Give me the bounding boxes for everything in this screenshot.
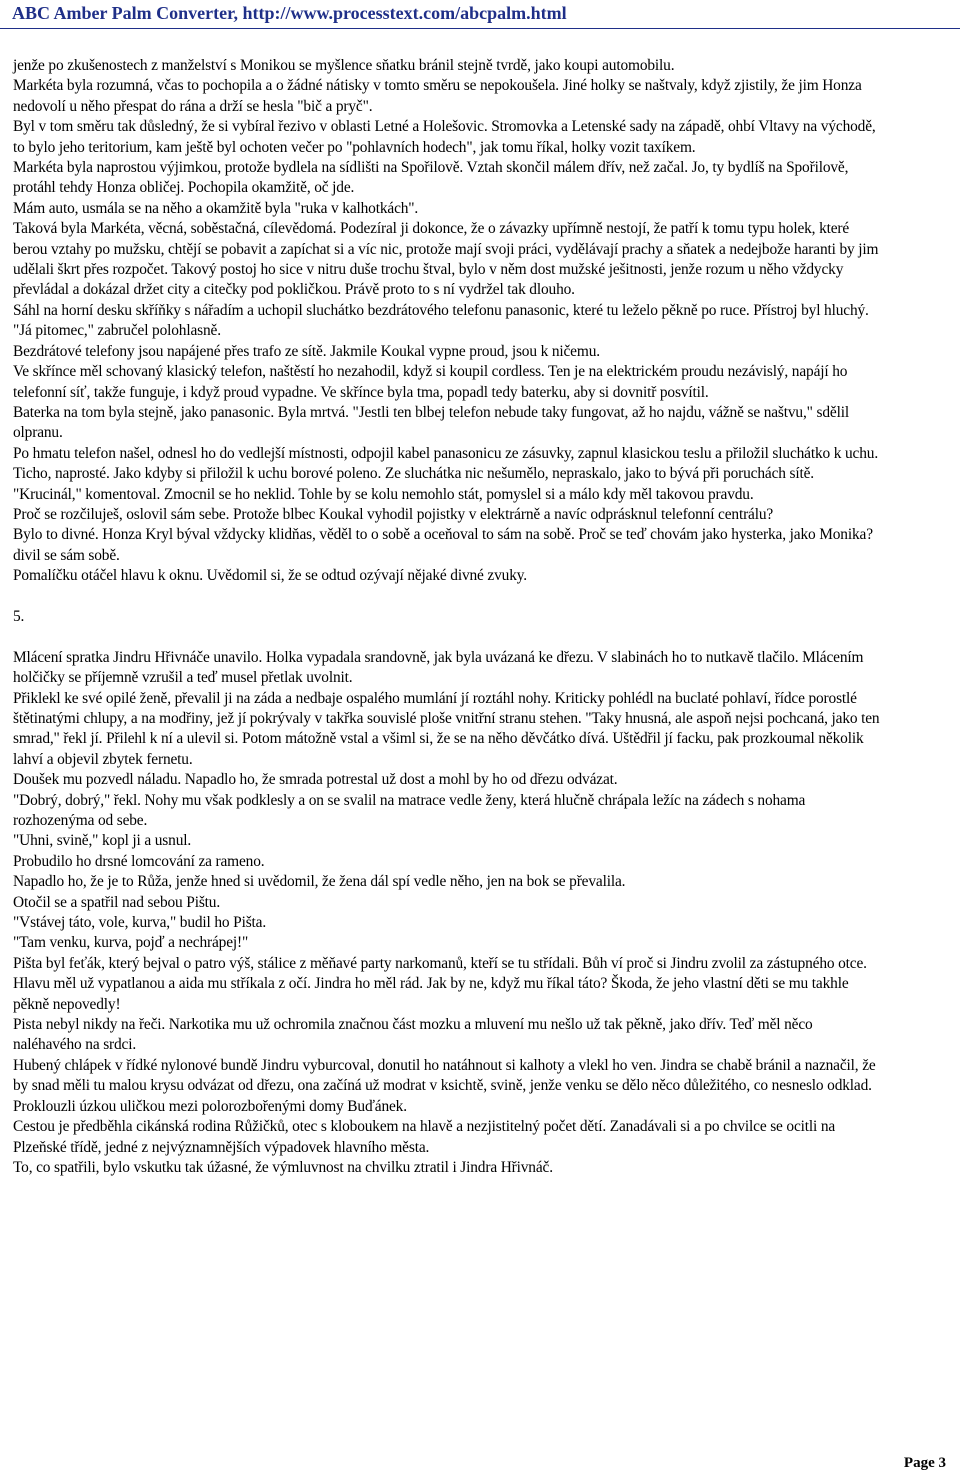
document-header-title: ABC Amber Palm Converter, http://www.processtext.com/abcpalm.html: [12, 3, 567, 23]
paragraph: "Uhni, svině," kopl ji a usnul.: [13, 832, 192, 850]
paragraph: Mám auto, usmála se na něho a okamžitě byla "ruka v kalhotkách".: [13, 199, 419, 217]
paragraph: Cestou je předběhla cikánská rodina Růžičků, otec s kloboukem na hlavě a nezjistitelný počet dětí. Zanadávali si a po chvilce se ocitli na Plzeňské třídě, jedné z nejvýznamnějších výpadovek hlavního města.: [13, 1118, 836, 1156]
paragraph: Hlavu měl už vypatlanou a aida mu stříkala z očí. Jindra ho měl rád. Jak by ne, když mu říkal táto? Škoda, že jeho vlastní děti se mu takhle pěkně nepovedly!: [13, 975, 849, 1013]
paragraph: Pista nebyl nikdy na řeči. Narkotika mu už ochromila značnou část mozku a mluvení mu nešlo už tak pěkně, jako dřív. Teď měl něco naléhavého na srdci.: [13, 1016, 813, 1054]
paragraph: Bylo to divné. Honza Kryl býval vždycky klidňas, věděl to o sobě a oceňoval to sám na sobě. Proč se teď chovám jako hysterka, jako Monika? divil se sám sobě.: [13, 526, 873, 564]
header-divider: [0, 28, 960, 29]
paragraph: Probudilo ho drsné lomcování za rameno.: [13, 852, 265, 870]
paragraph: Ve skřínce měl schovaný klasický telefon, naštěstí ho nezahodil, když si koupil cordless. Ten je na elektrickém proudu nezávislý, napájí ho telefonní síť, takže funguje, i když proud vypadne. Ve skřínce byla tma, popadl tedy baterku, aby si dovnitř posvítil.: [13, 363, 848, 401]
paragraph: Pišta byl feťák, který bejval o patro výš, stálice z měňavé party narkomanů, kteří se tu střídali. Bůh ví proč si Jindru zvolil za zástupného otce.: [13, 954, 867, 972]
paragraph: Doušek mu pozvedl náladu. Napadlo ho, že smrada potrestal už dost a mohl by ho od dřezu odvázat.: [13, 771, 618, 789]
paragraph: Markéta byla naprostou výjimkou, protože bydlela na sídlišti na Spořilově. Vztah skončil málem dřív, než začal. Jo, ty bydlíš na Spořilově, protáhl tehdy Honza obličej. Pochopila okamžitě, oč jde.: [13, 159, 849, 197]
paragraph: Taková byla Markéta, věcná, soběstačná, cílevědomá. Podezíral ji dokonce, že o závazky upřímně nestojí, že patří k tomu typu holek, které berou vztahy po mužsku, chtějí se pobavit a zapíchat si a víc nic, protože mají svoji práci, vydělávají prachy a sňatek a nedejbože haranti by jim udělali škrt přes rozpočet. Takový postoj ho sice v nitru duše trochu štval, bylo v něm dost mužské ješitnosti, jenže rozum u něho vždycky převládal a dokázal držet city a citečky pod pokličkou. Právě proto to s ní vydržel tak dlouho.: [13, 220, 879, 299]
paragraph: "Tam venku, kurva, pojď a nechrápej!": [13, 934, 249, 952]
paragraph: Po hmatu telefon našel, odnesl ho do vedlejší místnosti, odpojil kabel panasonicu ze zásuvky, zapnul klasickou teslu a přiložil sluchátko k uchu. Ticho, naprosté. Jako kdyby si přiložil k uchu borové poleno. Ze sluchátka nic nešumělo, nepraskalo, jako to bývá při poruchách sítě.: [13, 444, 879, 483]
paragraph: Sáhl na horní desku skříňky s nářadím a uchopil sluchátko bezdrátového telefonu panasonic, které tu leželo pěkně po ruce. Přístroj byl hluchý. "Já pitomec," zabručel polohlasně.: [13, 301, 869, 340]
paragraph: Mlácení spratka Jindru Hřivnáče unavilo. Holka vypadala srandovně, jak byla uvázaná ke dřezu. V slabinách ho to nutkavě tlačilo. Mlácením holčičky se příjemně vzrušil a teď musel přetlak uvolnit.: [13, 648, 864, 687]
paragraph: Otočil se a spatřil nad sebou Pištu.: [13, 893, 221, 911]
paragraph: Proklouzli úzkou uličkou mezi polorozbořenými domy Buďánek.: [13, 1097, 407, 1115]
document-body: [13, 56, 883, 1178]
paragraph: Bezdrátové telefony jsou napájené přes trafo ze sítě. Jakmile Koukal vypne proud, jsou k ničemu.: [13, 342, 600, 360]
paragraph: Napadlo ho, že je to Růža, jenže hned si uvědomil, že žena dál spí vedle něho, jen na bok se převalila.: [13, 873, 626, 891]
paragraph: Pomalíčku otáčel hlavu k oknu. Uvědomil si, že se odtud ozývají nějaké divné zvuky.: [13, 567, 527, 585]
paragraph: "Dobrý, dobrý," řekl. Nohy mu však podklesly a on se svalil na matrace vedle ženy, která hlučně chrápala ležíc na zádech s nohama rozhozenýma od sebe.: [13, 791, 806, 829]
paragraph: Proč se rozčiluješ, oslovil sám sebe. Protože blbec Koukal vyhodil pojistky v elektrárně a navíc odprásknul telefonní centrálu?: [13, 505, 774, 523]
paragraph: "Krucinál," komentoval. Zmocnil se ho neklid. Tohle by se kolu nemohlo stát, pomyslel si a málo kdy měl takovou pravdu.: [13, 485, 754, 503]
paragraph: To, co spatřili, bylo vskutku tak úžasné, že výmluvnost na chvilku ztratil i Jindra Hřivnáč.: [13, 1158, 553, 1176]
paragraph: Markéta byla rozumná, včas to pochopila a o žádné nátisky v tomto směru se nepokoušela. Jiné holky se naštvaly, když zjistily, že jim Honza nedovolí u něho přespat do rána a drží se hesla "bič a pryč".: [13, 77, 862, 115]
paragraph: jenže po zkušenostech z manželství s Monikou se myšlence sňatku bránil stejně tvrdě, jako koupi automobilu.: [13, 57, 675, 74]
paragraph: Přiklekl ke své opilé ženě, převalil ji na záda a nedbaje ospalého mumlání jí roztáhl nohy. Kriticky pohlédl na buclaté pohlaví, řídce porostlé štětinatými chlupy, a na modřiny, jež jí pokrývaly v takřka souvislé ploše vnitřní stranu stehen. "Taky hnusná, ale aspoň nejsi pochcaná, jako ten smrad," řekl jí. Přilehl k ní a ulevil si. Potom mátožně vstal a všiml si, že se na něho děvčátko dívá. Uštědřil jí facku, pak prozkoumal několik lahví a objevil zbytek fernetu.: [13, 689, 880, 768]
paragraph: "Vstávej táto, vole, kurva," budil ho Pišta.: [13, 914, 267, 932]
page-number: Page 3: [903, 1455, 946, 1471]
chapter-number: 5.: [13, 607, 25, 625]
paragraph: Baterka na tom byla stejně, jako panasonic. Byla mrtvá. "Jestli ten blbej telefon nebude taky fungovat, až ho najdu, vážně se naštvu," sdělil olpranu.: [13, 403, 849, 442]
paragraph: Hubený chlápek v řídké nylonové bundě Jindru vyburcoval, donutil ho natáhnout si kalhoty a vlekl ho ven. Jindra se chabě bránil a naznačil, že by snad měli tu malou krysu odvázat od dřezu, ona začíná už modrat v ksichtě, svině, jenže venku se dělo něco důležitého, co nesneslo odklad.: [13, 1056, 876, 1095]
paragraph: Byl v tom směru tak důsledný, že si vybíral řezivo v oblasti Letné a Holešovic. Stromovka a Letenské sady na západě, ohbí Vltavy na východě, to bylo jeho teritorium, kam ještě byl ochoten večer po "pohlavních hodech", jak tomu říkal, holky vozit taxíkem.: [13, 118, 876, 156]
